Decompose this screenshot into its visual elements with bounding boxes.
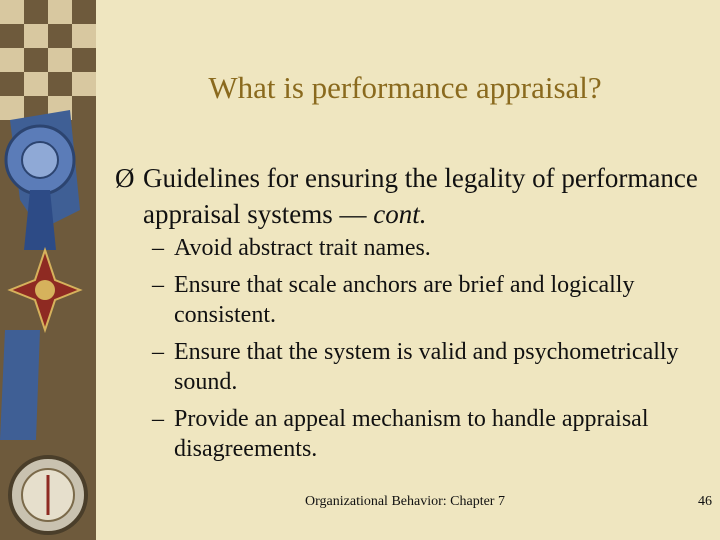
medal-decoration-image [0, 0, 96, 540]
main-bullet-body: Guidelines for ensuring the legality of performance appraisal systems — [143, 163, 698, 229]
footer-text: Organizational Behavior: Chapter 7 [305, 494, 505, 509]
dash-bullet: – [152, 235, 164, 261]
sub-bullet [152, 404, 692, 464]
sub-bullet-text: Avoid abstract trait names. [174, 235, 431, 261]
main-bullet [115, 160, 705, 232]
main-bullet-continued: cont. [373, 199, 427, 229]
sub-bullet [152, 270, 692, 330]
sub-bullet-text: Ensure that the system is valid and psychometrically sound. [174, 339, 679, 395]
arrow-bullet-icon: Ø [115, 163, 135, 193]
footer [0, 494, 720, 514]
blue-strap [0, 330, 40, 440]
sub-bullet-list [152, 233, 692, 471]
slide-title: What is performance appraisal? [208, 70, 602, 105]
sub-bullet [152, 233, 692, 263]
main-bullet-text [115, 160, 705, 232]
page-number: 46 [698, 494, 712, 509]
dash-bullet: – [152, 339, 164, 365]
dash-bullet: – [152, 272, 164, 298]
sub-bullet-text: Provide an appeal mechanism to handle appraisal disagreements. [174, 406, 649, 462]
dash-bullet: – [152, 406, 164, 432]
sub-bullet-text: Ensure that scale anchors are brief and logically consistent. [174, 272, 635, 328]
sub-bullet [152, 337, 692, 397]
